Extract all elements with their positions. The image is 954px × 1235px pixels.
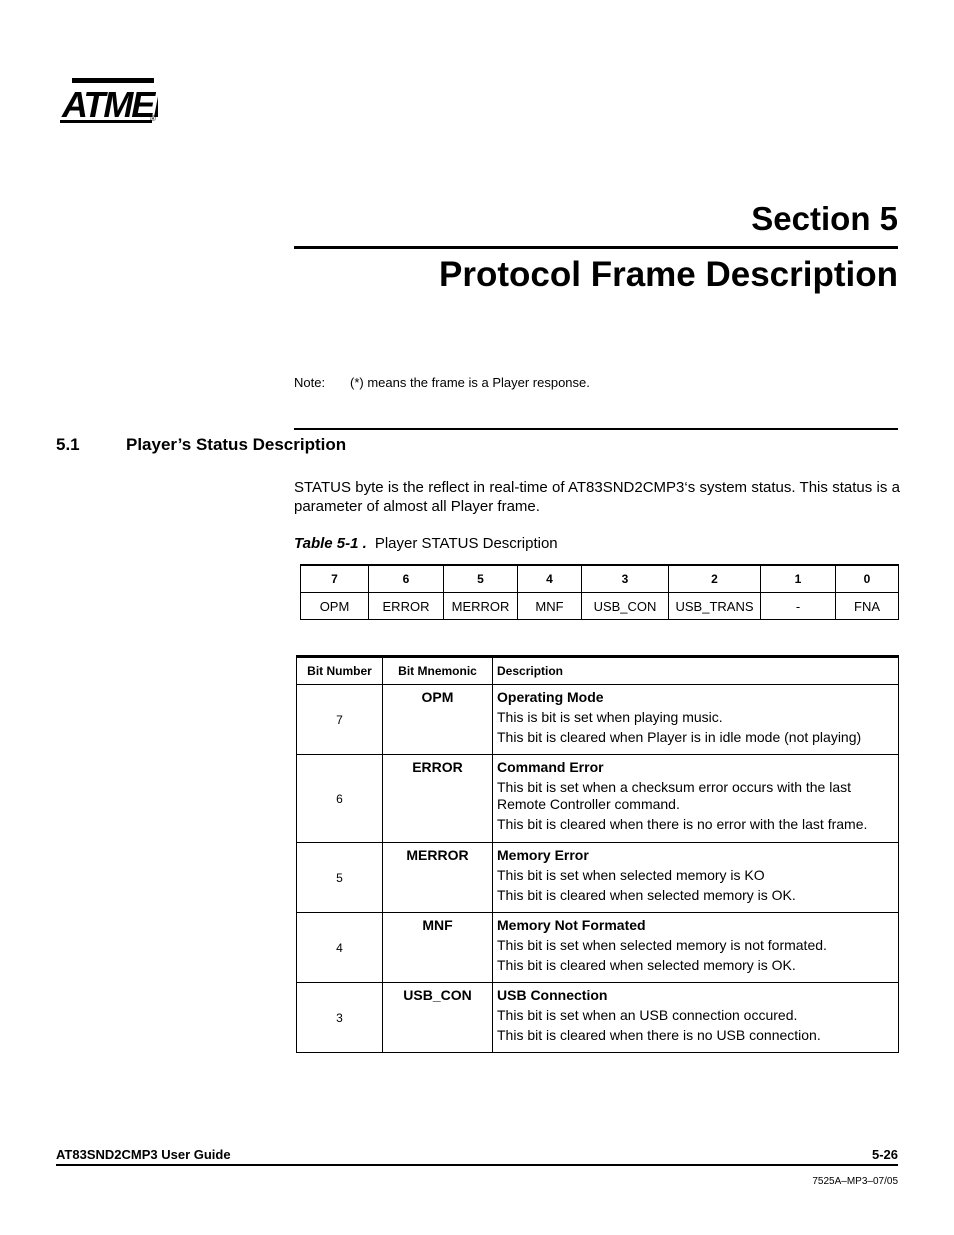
- bit-name-cell: MERROR: [444, 593, 518, 620]
- header-bit-mnemonic: Bit Mnemonic: [383, 657, 493, 685]
- table-caption-label: Table 5-1 .: [294, 535, 367, 552]
- bit-position-cell: 6: [369, 565, 444, 593]
- bit-name-cell: FNA: [836, 593, 899, 620]
- bit-position-cell: 1: [761, 565, 836, 593]
- description-line: This bit is cleared when Player is in idle mode (not playing): [497, 729, 862, 745]
- document-code: 7525A–MP3–07/05: [812, 1176, 898, 1187]
- bit-description: [493, 983, 899, 1053]
- description-heading: Command Error: [497, 759, 604, 775]
- description-line: This bit is cleared when selected memory is OK.: [497, 957, 796, 973]
- description-line: This bit is set when selected memory is KO: [497, 867, 765, 883]
- description-line: This is bit is set when playing music.: [497, 709, 723, 725]
- table-row: [297, 843, 899, 913]
- bit-mnemonic: MERROR: [383, 843, 493, 913]
- section-title: Protocol Frame Description: [439, 255, 898, 294]
- header-description: Description: [493, 657, 899, 685]
- table-row: [297, 983, 899, 1053]
- bit-description: [493, 843, 899, 913]
- bit-number: 6: [297, 755, 383, 843]
- note: [294, 375, 590, 390]
- note-text: (*) means the frame is a Player response.: [350, 375, 590, 390]
- page-number: 5-26: [871, 1147, 898, 1162]
- bit-position-cell: 7: [301, 565, 369, 593]
- bit-number: 7: [297, 685, 383, 755]
- bit-position-cell: 0: [836, 565, 899, 593]
- atmel-logo-graphic: [58, 76, 158, 124]
- description-line: This bit is cleared when there is no USB connection.: [497, 1027, 821, 1043]
- table-row: [297, 755, 899, 843]
- bit-mnemonic: USB_CON: [383, 983, 493, 1053]
- table-caption: [294, 535, 558, 552]
- bit-mnemonic: MNF: [383, 913, 493, 983]
- body-paragraph: STATUS byte is the reflect in real-time of AT83SND2CMP3‘s system status. This status is a parameter of almost all Player frame.: [294, 479, 900, 515]
- footer-divider: [56, 1164, 898, 1166]
- bit-position-cell: 2: [669, 565, 761, 593]
- note-label: Note:: [294, 375, 326, 390]
- table-caption-text: Player STATUS Description: [374, 535, 558, 552]
- bit-position-cell: 4: [518, 565, 582, 593]
- bit-name-row: [301, 593, 899, 620]
- subsection-title: Player’s Status Description: [126, 435, 347, 454]
- bit-mnemonic: OPM: [383, 685, 493, 755]
- description-line: This bit is cleared when selected memory is OK.: [497, 887, 796, 903]
- bit-mnemonic: ERROR: [383, 755, 493, 843]
- bit-name-cell: OPM: [301, 593, 369, 620]
- bit-position-cell: 5: [444, 565, 518, 593]
- bit-name-cell: USB_CON: [582, 593, 669, 620]
- atmel-logo: [58, 76, 158, 124]
- table-header-row: [297, 657, 899, 685]
- bit-name-cell: USB_TRANS: [669, 593, 761, 620]
- bit-name-cell: -: [761, 593, 836, 620]
- status-bits-table: [300, 564, 899, 620]
- section-number: Section 5: [751, 200, 898, 237]
- bit-description: [493, 685, 899, 755]
- bit-name-cell: MNF: [518, 593, 582, 620]
- bit-position-cell: 3: [582, 565, 669, 593]
- description-line: This bit is set when selected memory is not formated.: [497, 937, 827, 953]
- description-heading: Memory Error: [497, 847, 589, 863]
- title-divider: [294, 246, 898, 249]
- subsection-divider: [294, 428, 898, 430]
- bit-name-cell: ERROR: [369, 593, 444, 620]
- description-line: This bit is set when a checksum error occurs with the last Remote Controller command.: [497, 779, 852, 812]
- header-bit-number: Bit Number: [297, 657, 383, 685]
- description-line: This bit is set when an USB connection occured.: [497, 1007, 798, 1023]
- registered-mark: ®: [150, 114, 156, 123]
- table-row: [297, 685, 899, 755]
- description-heading: Memory Not Formated: [497, 917, 646, 933]
- bit-number: 5: [297, 843, 383, 913]
- bit-number: 4: [297, 913, 383, 983]
- description-line: This bit is cleared when there is no error with the last frame.: [497, 816, 868, 832]
- bit-description: [493, 755, 899, 843]
- description-heading: USB Connection: [497, 987, 608, 1003]
- footer-title: AT83SND2CMP3 User Guide: [56, 1147, 231, 1162]
- bit-description: [493, 913, 899, 983]
- bit-description-table: [296, 655, 899, 1053]
- bit-position-row: [301, 565, 899, 593]
- bit-number: 3: [297, 983, 383, 1053]
- table-row: [297, 913, 899, 983]
- subsection-number: 5.1: [56, 435, 80, 454]
- description-heading: Operating Mode: [497, 689, 604, 705]
- logo-text: ATME: [62, 84, 154, 124]
